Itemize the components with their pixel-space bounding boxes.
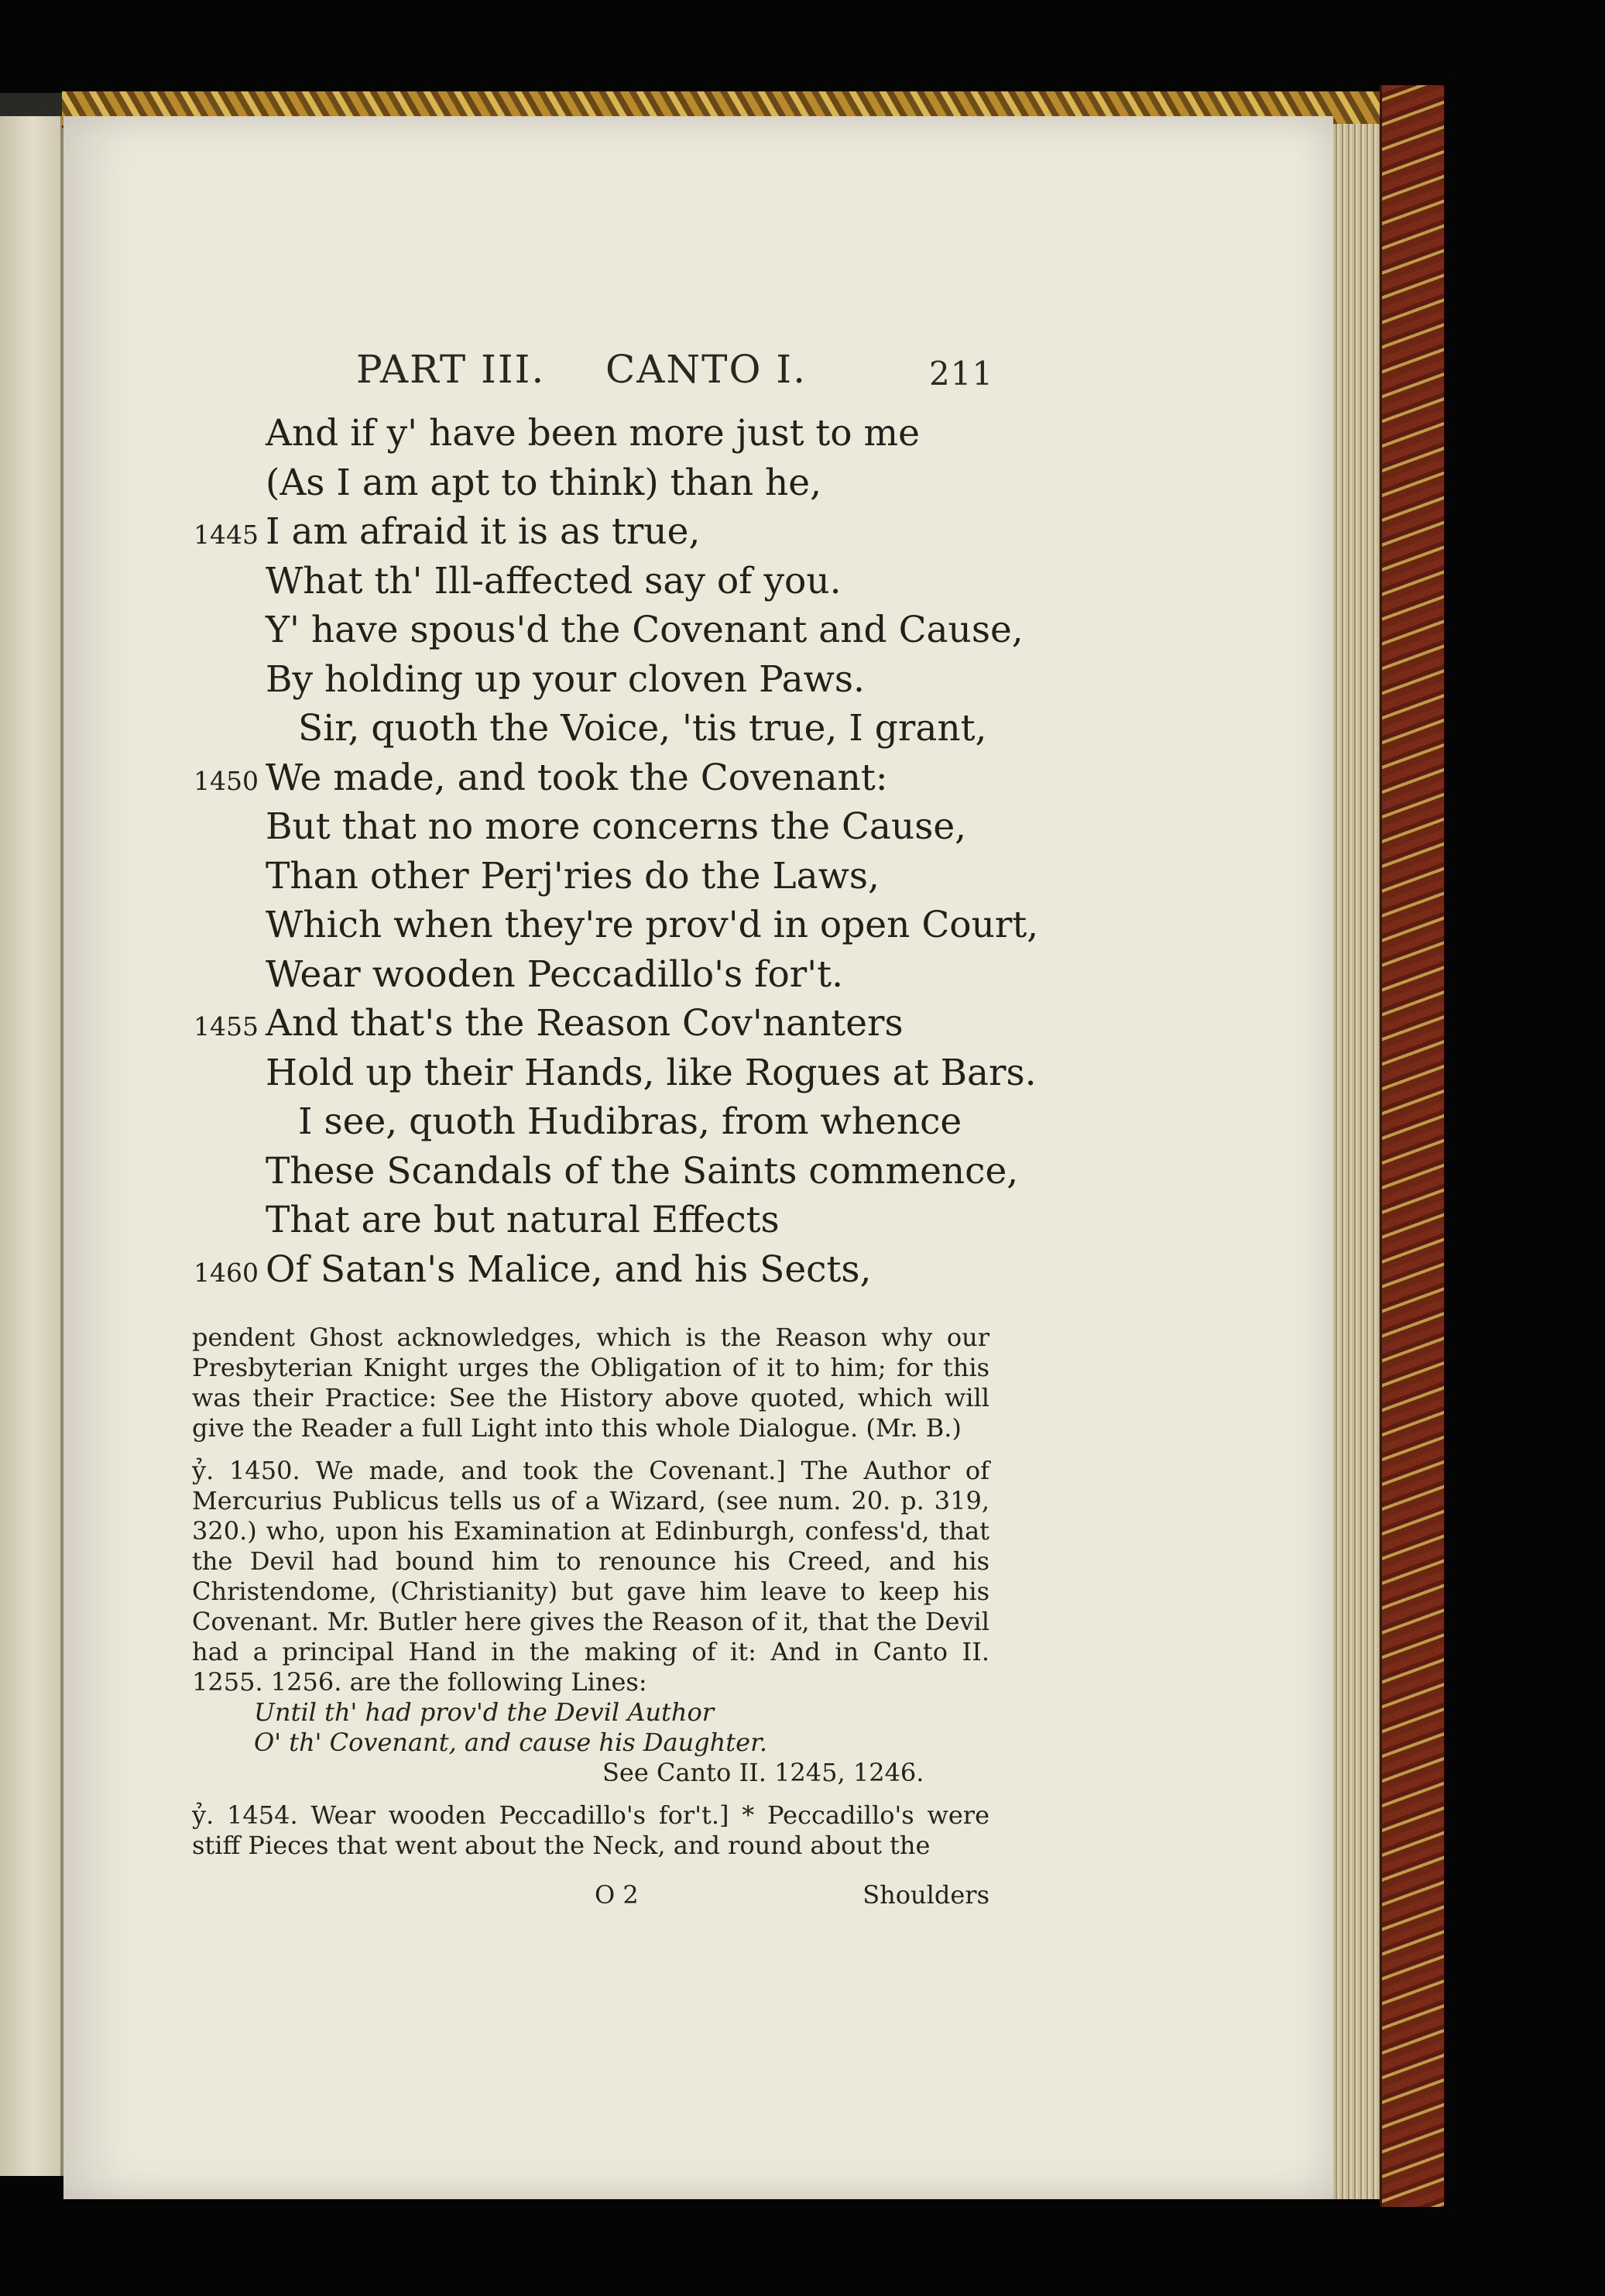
note-paragraph: ỷ. 1450. We made, and took the Covenant.] The Author of Mercurius Publicus tells us of a Wizard, (see num. 20. p. 319, 320.) who, upon his Examination at Edinburgh, confess'd, that the Devil had bound him to renounce his Creed, and his Christendome, (Christianity) but gave him leave to keep his Covenant. Mr. Butler here gives the Reason of it, that the Devil had a principal Hand in the making of it: And in Canto II. 1255. 1256. are the following Lines: bbox=[192, 1456, 989, 1697]
verse-line bbox=[194, 704, 1045, 753]
verse-line bbox=[194, 1196, 1045, 1245]
verse-block bbox=[194, 409, 1045, 1294]
verse-line bbox=[194, 409, 1045, 458]
line-number: 1445 bbox=[194, 520, 259, 550]
line-number: 1450 bbox=[194, 765, 259, 796]
verse-line bbox=[194, 606, 1045, 655]
verse-line bbox=[194, 1048, 1045, 1098]
page-footer bbox=[192, 1880, 989, 1911]
verse-text: We made, and took the Covenant: bbox=[266, 756, 888, 799]
quoted-line: Until th' had prov'd the Devil Author bbox=[254, 1697, 715, 1727]
verse-text: I see, quoth Hudibras, from whence bbox=[298, 1100, 962, 1143]
verse-line bbox=[194, 950, 1045, 1000]
verse-line bbox=[194, 753, 1045, 803]
line-number: 1460 bbox=[194, 1257, 259, 1288]
verse-line bbox=[194, 1147, 1045, 1196]
verse-line bbox=[194, 655, 1045, 705]
verse-line bbox=[194, 999, 1045, 1048]
verse-text: What th' Ill-affected say of you. bbox=[266, 559, 842, 602]
verse-line bbox=[194, 1097, 1045, 1147]
signature-mark: O 2 bbox=[595, 1880, 639, 1910]
verse-text: And if y' have been more just to me bbox=[266, 412, 920, 455]
note-paragraph: ỷ. 1454. Wear wooden Peccadillo's for't.] * Peccadillo's were stiff Pieces that went about the Neck, and round about the bbox=[192, 1800, 989, 1860]
header-canto: CANTO I. bbox=[605, 347, 807, 392]
verse-text: Y' have spous'd the Covenant and Cause, bbox=[266, 609, 1024, 651]
page-number: 211 bbox=[929, 355, 994, 393]
header-part: PART III. bbox=[356, 347, 546, 392]
verse-line bbox=[194, 458, 1045, 508]
verse-text: (As I am apt to think) than he, bbox=[266, 461, 822, 504]
verse-text: Sir, quoth the Voice, 'tis true, I grant, bbox=[298, 707, 987, 750]
verse-line bbox=[194, 507, 1045, 557]
verse-text: And that's the Reason Cov'nanters bbox=[266, 1002, 904, 1045]
note-paragraph: pendent Ghost acknowledges, which is the Reason why our Presbyterian Knight urges the Obligation of it to him; for this was their Practice: See the History above quoted, which will give the Reader a full Light into this whole Dialogue. (Mr. B.) bbox=[192, 1323, 989, 1443]
verse-text: That are but natural Effects bbox=[266, 1199, 780, 1241]
verse-line bbox=[194, 852, 1045, 901]
catchword: Shoulders bbox=[863, 1880, 989, 1910]
verse-line bbox=[194, 901, 1045, 950]
verse-text: Which when they're prov'd in open Court, bbox=[266, 904, 1039, 946]
verse-line bbox=[194, 557, 1045, 606]
verse-text: Of Satan's Malice, and his Sects, bbox=[266, 1248, 872, 1291]
quoted-line: O' th' Covenant, and cause his Daughter. bbox=[254, 1728, 768, 1757]
verse-text: By holding up your cloven Paws. bbox=[266, 657, 865, 701]
verse-text: These Scandals of the Saints commence, bbox=[266, 1149, 1019, 1193]
verse-text: I am afraid it is as true, bbox=[266, 510, 701, 553]
verse-line bbox=[194, 1245, 1045, 1295]
citation: See Canto II. 1245, 1246. bbox=[602, 1758, 924, 1787]
running-header bbox=[356, 347, 1007, 401]
footnotes bbox=[192, 1323, 989, 1861]
verse-text: Than other Perj'ries do the Laws, bbox=[266, 854, 880, 897]
verse-line bbox=[194, 802, 1045, 852]
verse-text: Hold up their Hands, like Rogues at Bars. bbox=[266, 1051, 1037, 1094]
line-number: 1455 bbox=[194, 1011, 259, 1042]
verse-text: Wear wooden Peccadillo's for't. bbox=[266, 952, 844, 996]
verse-text: But that no more concerns the Cause, bbox=[266, 805, 967, 848]
